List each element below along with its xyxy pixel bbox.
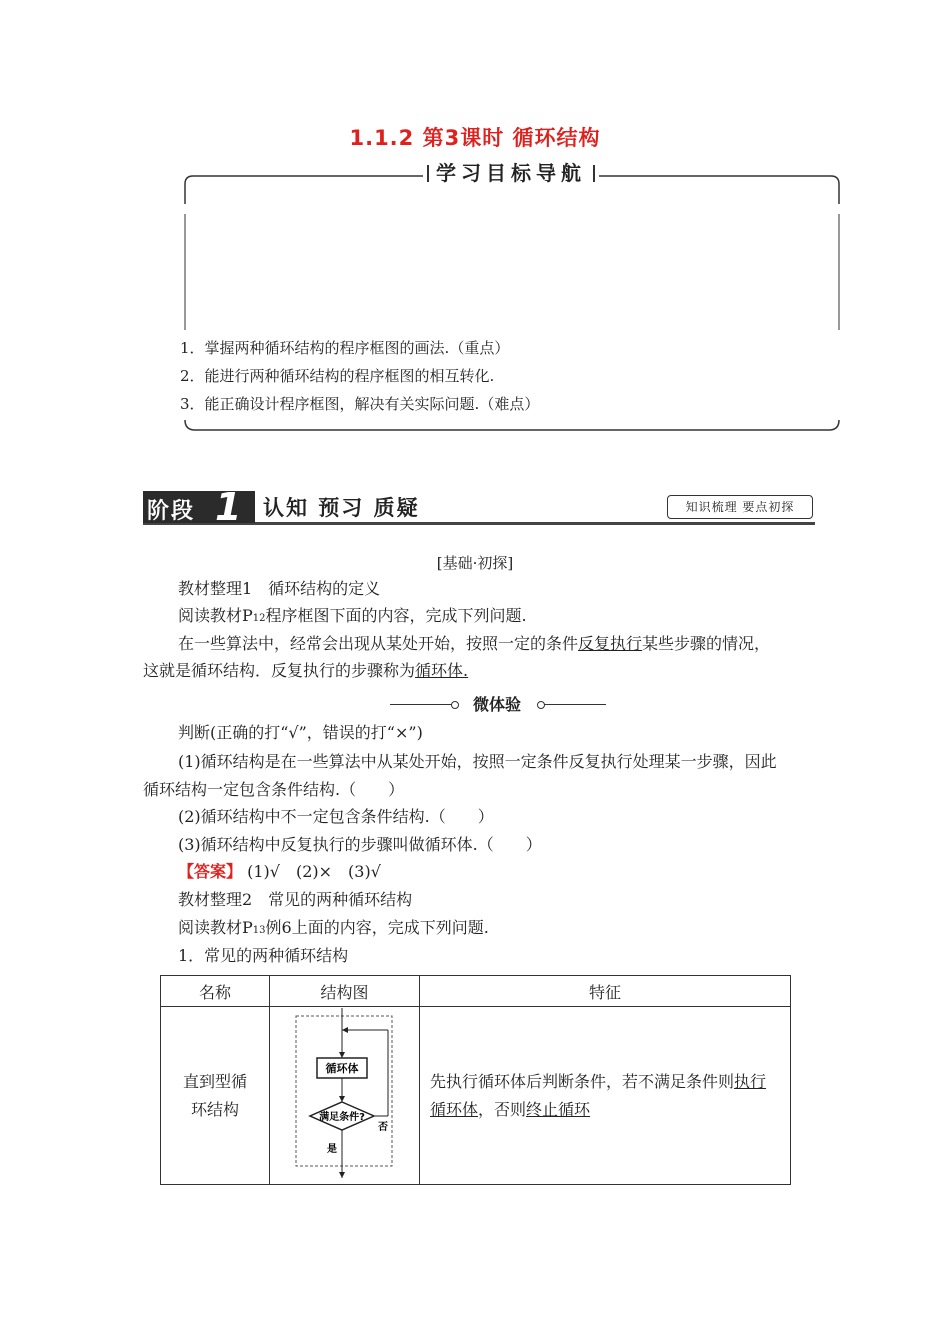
material2-item-1: 1．常见的两种循环结构	[178, 946, 349, 965]
micro-divider	[390, 694, 606, 716]
goal-item-3: 3．能正确设计程序框图，解决有关实际问题.（难点）	[180, 395, 540, 413]
page-title: 1.1.2 第3课时 循环结构	[349, 126, 601, 150]
answer-label: 【答案】	[178, 862, 243, 881]
question-1-line2: 循环结构一定包含条件结构.（ ）	[143, 780, 405, 799]
goal-item-2: 2．能进行两种循环结构的程序框图的相互转化.	[180, 367, 495, 385]
loop-structure-table	[160, 975, 791, 1185]
stage-tag: 知识梳理 要点初探	[667, 495, 813, 519]
header-feature: 特征	[420, 976, 791, 1007]
blank-answer-3: 执行	[734, 1071, 767, 1091]
header-diagram: 结构图	[270, 976, 420, 1007]
micro-label: 微体验	[472, 695, 521, 714]
header-name: 名称	[161, 976, 270, 1007]
question-2: (2)循环结构中不一定包含条件结构.（ ）	[178, 807, 494, 826]
diagram-box-label: 循环体	[325, 1061, 359, 1075]
material1-heading: 教材整理1 循环结构的定义	[178, 579, 381, 598]
question-1-line1: (1)循环结构是在一些算法中从某处开始，按照一定条件反复执行处理某一步骤，因此	[178, 752, 777, 771]
stage-number: 1	[215, 485, 242, 529]
micro-instruction: 判断(正确的打“√”，错误的打“×”)	[178, 723, 423, 742]
blank-answer-2: 循环体.	[415, 661, 469, 680]
blank-answer-5: 终止循环	[526, 1099, 591, 1119]
row-diagram	[270, 1007, 420, 1185]
blank-answer-1: 反复执行	[578, 634, 643, 653]
material1-paragraph-line1: 在一些算法中，经常会出现从某处开始，按照一定的条件反复执行某些步骤的情况，	[178, 634, 771, 653]
material2-heading: 教材整理2 常见的两种循环结构	[178, 890, 413, 909]
material1-paragraph-line2: 这就是循环结构．反复执行的步骤称为循环体.	[143, 661, 469, 680]
goal-item-1: 1．掌握两种循环结构的程序框图的画法.（重点）	[180, 339, 510, 357]
row-feature: 先执行循环体后判断条件，若不满足条件则执行 循环体，否则终止循环	[420, 1007, 791, 1185]
goals-heading: 学习目标导航	[425, 158, 597, 188]
diagram-condition-label: 满足条件?	[319, 1111, 365, 1123]
table-header-row	[161, 976, 791, 1007]
diagram-yes-label: 是	[327, 1143, 337, 1155]
section-label: [基础·初探]	[436, 554, 514, 572]
table-row	[161, 1007, 791, 1185]
stage-word: 阶段	[147, 499, 196, 524]
material1-reading: 阅读教材P12程序框图下面的内容，完成下列问题.	[178, 606, 527, 625]
stage-badge	[143, 485, 255, 529]
stage-title: 认知 预习 质疑	[263, 496, 420, 520]
diagram-no-label: 否	[378, 1121, 388, 1133]
material2-reading: 阅读教材P13例6上面的内容，完成下列问题.	[178, 918, 489, 937]
answer-line: 【答案】 (1)√ (2)× (3)√	[178, 862, 381, 881]
blank-answer-4: 循环体	[430, 1099, 479, 1119]
question-3: (3)循环结构中反复执行的步骤叫做循环体.（ ）	[178, 835, 542, 854]
row-name: 直到型循 环结构	[161, 1007, 270, 1185]
